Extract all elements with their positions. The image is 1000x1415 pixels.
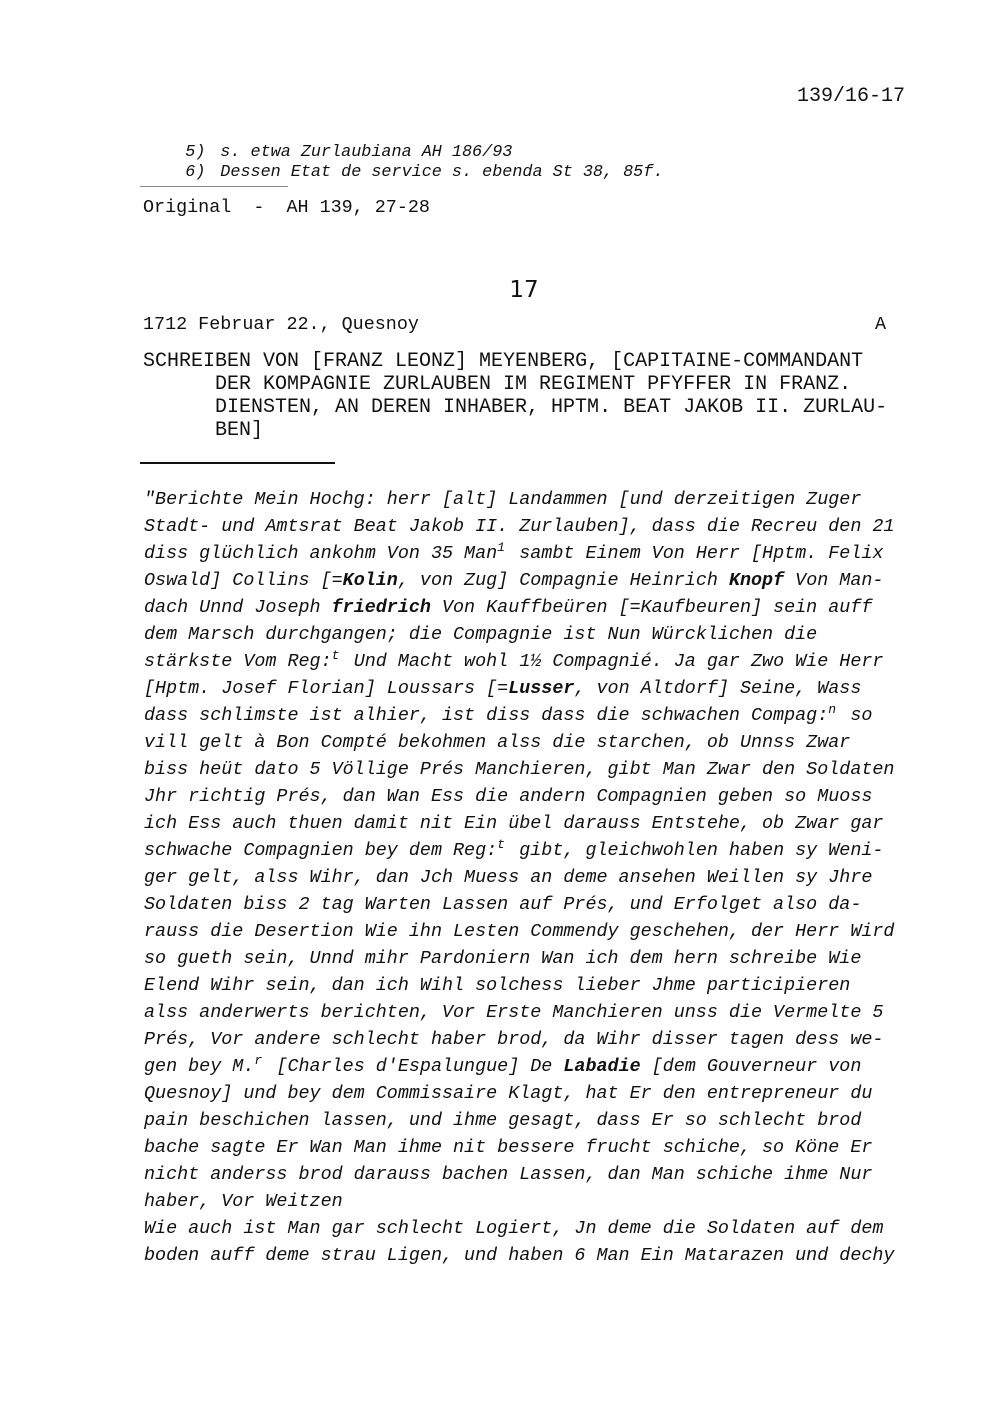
superscript-mark: t (331, 648, 340, 663)
text-run: [dem Gouverneur von (640, 1056, 862, 1077)
title-line: DIENSTEN, AN DEREN INHABER, HPTM. BEAT JAKOB II. ZURLAU- (215, 396, 888, 419)
emphasized-name: Labadie (563, 1056, 641, 1077)
letter-line (144, 513, 944, 540)
letter-line (144, 837, 944, 864)
source-reference: Original - AH 139, 27-28 (143, 197, 430, 218)
letter-line (144, 999, 944, 1026)
superscript-mark: n (828, 702, 837, 717)
superscript-mark: 1 (497, 540, 505, 555)
text-run: [Charles d'Espalungue] De (265, 1056, 564, 1077)
footnote-separator (140, 186, 288, 187)
letter-line (144, 567, 944, 594)
letter-line (144, 621, 944, 648)
letter-line (144, 783, 944, 810)
document-title (143, 350, 943, 442)
letter-line (144, 1080, 944, 1107)
text-run: dach Unnd Joseph (144, 597, 332, 618)
emphasized-name: Kolin (342, 570, 398, 591)
text-run: ger gelt, alss Wihr, dan Jch Muess an deme ansehen Weillen sy Jhre (144, 867, 873, 888)
letter-line (144, 729, 944, 756)
letter-line (144, 675, 944, 702)
text-run: Jhr richtig Prés, dan Wan Ess die andern Compagnien geben so Muoss (144, 786, 873, 807)
text-run: bache sagte Er Wan Man ihme nit bessere frucht schiche, so Köne Er (144, 1137, 873, 1158)
text-run: dem Marsch durchgangen; die Compagnie ist Nun Würcklichen die (144, 624, 818, 645)
text-run: haber, Vor Weitzen (144, 1191, 343, 1212)
footnote-number: 6) (185, 163, 206, 182)
text-run: stärkste Vom Reg: (144, 651, 332, 672)
letter-line (144, 1188, 944, 1215)
text-run: so (839, 705, 873, 726)
text-run: boden auff deme strau Ligen, und haben 6 Man Ein Matarazen und dechy (144, 1245, 895, 1266)
letter-line (144, 891, 944, 918)
letter-line (144, 918, 944, 945)
superscript-mark: t (497, 837, 505, 852)
letter-line (144, 486, 944, 513)
text-run: Prés, Vor andere schlecht haber brod, da Wihr disser tagen dess we- (144, 1029, 884, 1050)
letter-line (144, 1242, 944, 1269)
text-run: alss anderwerts berichten, Vor Erste Manchieren unss die Vermelte 5 (144, 1002, 884, 1023)
letter-line (144, 972, 944, 999)
letter-line (144, 702, 944, 729)
title-line: DER KOMPAGNIE ZURLAUBEN IM REGIMENT PFYFFER IN FRANZ. (215, 373, 852, 396)
superscript-mark: r (254, 1053, 263, 1068)
footnote-text: Dessen Etat de service s. ebenda St 38, 85f. (220, 163, 664, 182)
title-line: SCHREIBEN VON [FRANZ LEONZ] MEYENBERG, [CAPITAINE-COMMANDANT (143, 350, 864, 373)
letter-line (144, 648, 944, 675)
text-run: rauss die Desertion Wie ihn Lesten Commendy geschehen, der Herr Wird (144, 921, 895, 942)
letter-line (144, 1107, 944, 1134)
document-number: 17 (509, 277, 539, 303)
text-run: , von Altdorf] Seine, Wass (574, 678, 862, 699)
text-run: "Berichte Mein Hochg: herr [alt] Landammen [und derzeitigen Zuger (144, 489, 862, 510)
text-run: schwache Compagnien bey dem Reg: (144, 840, 498, 861)
document-type-marker: A (875, 314, 887, 335)
footnote-number: 5) (185, 143, 206, 162)
letter-line (144, 1161, 944, 1188)
emphasized-name: Lusser (508, 678, 575, 699)
text-run: Soldaten biss 2 tag Warten Lassen auf Prés, und Erfolget also da- (144, 894, 862, 915)
page-number: 139/16-17 (797, 85, 906, 108)
text-run: Von Kauffbeüren [=Kaufbeuren] sein auff (430, 597, 873, 618)
text-run: biss heüt dato 5 Völlige Prés Manchieren, gibt Man Zwar den Soldaten (144, 759, 895, 780)
text-run: Stadt- und Amtsrat Beat Jakob II. Zurlauben], dass die Recreu den 21 (144, 516, 895, 537)
letter-line (144, 810, 944, 837)
text-run: sambt Einem Von Herr [Hptm. Felix (508, 543, 884, 564)
text-run: Wie auch ist Man gar schlecht Logiert, Jn deme die Soldaten auf dem (144, 1218, 884, 1239)
text-run: dass schlimste ist alhier, ist diss dass die schwachen Compag: (144, 705, 829, 726)
title-separator (140, 462, 335, 464)
text-run: Oswald] Collins [= (144, 570, 343, 591)
date-place: 1712 Februar 22., Quesnoy (143, 314, 419, 335)
text-run: pain beschichen lassen, und ihme gesagt, dass Er so schlecht brod (144, 1110, 862, 1131)
letter-line (144, 1215, 944, 1242)
letter-line (144, 594, 944, 621)
text-run: gen bey M. (144, 1056, 255, 1077)
letter-line (144, 945, 944, 972)
text-run: vill gelt à Bon Compté bekohmen alss die starchen, ob Unnss Zwar (144, 732, 851, 753)
letter-line (144, 1026, 944, 1053)
text-run: [Hptm. Josef Florian] Loussars [= (144, 678, 509, 699)
letter-line (144, 1053, 944, 1080)
text-run: diss glüchlich ankohm Von 35 Man (144, 543, 498, 564)
footnote-text: s. etwa Zurlaubiana AH 186/93 (220, 143, 513, 162)
text-run: , von Zug] Compagnie Heinrich (397, 570, 729, 591)
footnote (145, 143, 905, 203)
emphasized-name: Knopf (728, 570, 785, 591)
text-run: ich Ess auch thuen damit nit Ein übel darauss Entstehe, ob Zwar gar (144, 813, 884, 834)
text-run: Elend Wihr sein, dan ich Wihl solchess lieber Jhme participieren (144, 975, 851, 996)
title-line: BEN] (215, 419, 264, 442)
text-run: Quesnoy] und bey dem Commissaire Klagt, hat Er den entrepreneur du (144, 1083, 873, 1104)
text-run: Und Macht wohl 1½ Compagnié. Ja gar Zwo Wie Herr (342, 651, 884, 672)
letter-line (144, 756, 944, 783)
text-run: gibt, gleichwohlen haben sy Weni- (508, 840, 884, 861)
letter-line (144, 1134, 944, 1161)
text-run: so gueth sein, Unnd mihr Pardoniern Wan ich dem hern schreibe Wie (144, 948, 862, 969)
letter-line (144, 540, 944, 567)
text-run: Von Man- (784, 570, 884, 591)
letter-body (144, 486, 944, 1269)
emphasized-name: friedrich (331, 597, 431, 618)
text-run: nicht anderss brod darauss bachen Lassen, dan Man schiche ihme Nur (144, 1164, 873, 1185)
letter-line (144, 864, 944, 891)
